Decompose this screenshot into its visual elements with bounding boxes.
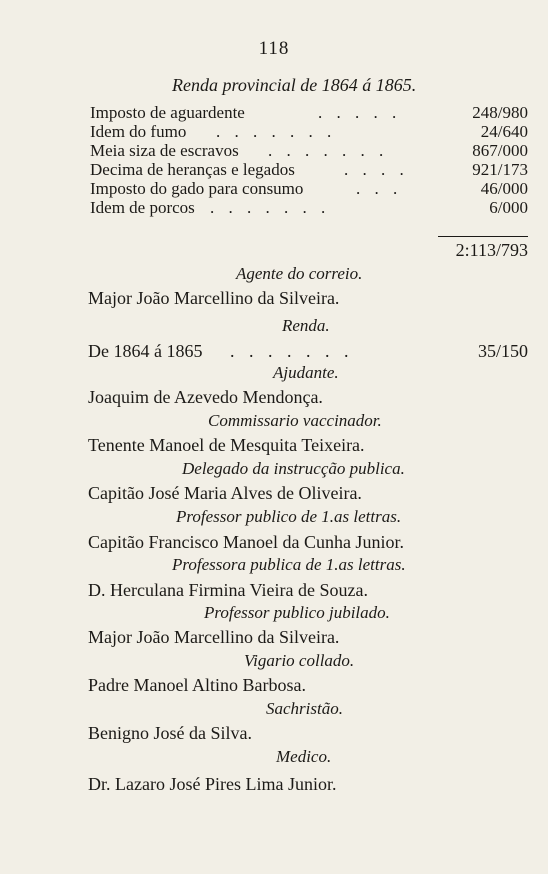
revenue-line [88, 341, 528, 361]
dot-leader: . . . [356, 179, 403, 198]
person-name: Major João Marcellino da Silveira. [88, 288, 340, 308]
revenue-label: Idem do fumo [90, 122, 187, 141]
role-heading: Sachristão. [266, 699, 343, 718]
role-heading: Ajudante. [273, 363, 339, 382]
revenue-label: Imposto do gado para consumo [90, 179, 304, 198]
role-heading: Renda. [282, 316, 330, 335]
revenue-value: 46/000 [480, 179, 528, 198]
revenue-label: Meia siza de escravos [90, 141, 239, 160]
person-name: Tenente Manoel de Mesquita Teixeira. [88, 435, 365, 455]
role-heading: Commissario vaccinador. [208, 411, 382, 430]
revenue-line [90, 141, 528, 161]
revenue-value: 24/640 [480, 122, 528, 141]
dot-leader: . . . . . . . [216, 122, 337, 141]
person-name: Benigno José da Silva. [88, 723, 252, 743]
person-name: Padre Manoel Altino Barbosa. [88, 675, 306, 695]
revenue-value: 6/000 [489, 198, 528, 217]
person-name: D. Herculana Firmina Vieira de Souza. [88, 580, 368, 600]
role-heading: Professor publico jubilado. [204, 603, 390, 622]
person-name: Capitão José Maria Alves de Oliveira. [88, 483, 362, 503]
role-heading: Delegado da instrucção publica. [182, 459, 405, 478]
revenue-label: Idem de porcos [90, 198, 195, 217]
total-rule [438, 236, 528, 237]
dot-leader: . . . . . . . [268, 141, 389, 160]
role-heading: Professor publico de 1.as lettras. [176, 507, 402, 526]
revenue-value: 35/150 [477, 341, 528, 361]
role-heading: Professora publica de 1.as lettras. [172, 555, 406, 574]
person-name: Major João Marcellino da Silveira. [88, 627, 340, 647]
page-number: 118 [258, 38, 290, 59]
revenue-value: 921/173 [472, 160, 528, 179]
revenue-line [90, 122, 528, 142]
revenue-label: Imposto de aguardente [90, 103, 245, 122]
revenue-label: De 1864 á 1865 [88, 341, 203, 361]
section-title: Renda provincial de 1864 á 1865. [172, 75, 417, 95]
person-name: Joaquim de Azevedo Mendonça. [88, 387, 323, 407]
person-name: Dr. Lazaro José Pires Lima Junior. [88, 774, 337, 794]
revenue-line [90, 103, 528, 123]
dot-leader: . . . . . . . [230, 341, 354, 361]
revenue-line [90, 198, 528, 218]
revenue-label: Decima de heranças e legados [90, 160, 295, 179]
role-heading: Medico. [276, 747, 332, 766]
role-heading: Agente do correio. [236, 264, 363, 283]
dot-leader: . . . . [344, 160, 409, 179]
revenue-value: 248/980 [472, 103, 528, 122]
revenue-value: 867/000 [472, 141, 528, 160]
role-heading: Vigario collado. [244, 651, 355, 670]
revenue-line [90, 160, 528, 180]
dot-leader: . . . . . . . [210, 198, 331, 217]
revenue-total: 2:113/793 [455, 240, 528, 260]
revenue-line [90, 179, 528, 199]
dot-leader: . . . . . [318, 103, 402, 122]
person-name: Capitão Francisco Manoel da Cunha Junior. [88, 532, 404, 552]
